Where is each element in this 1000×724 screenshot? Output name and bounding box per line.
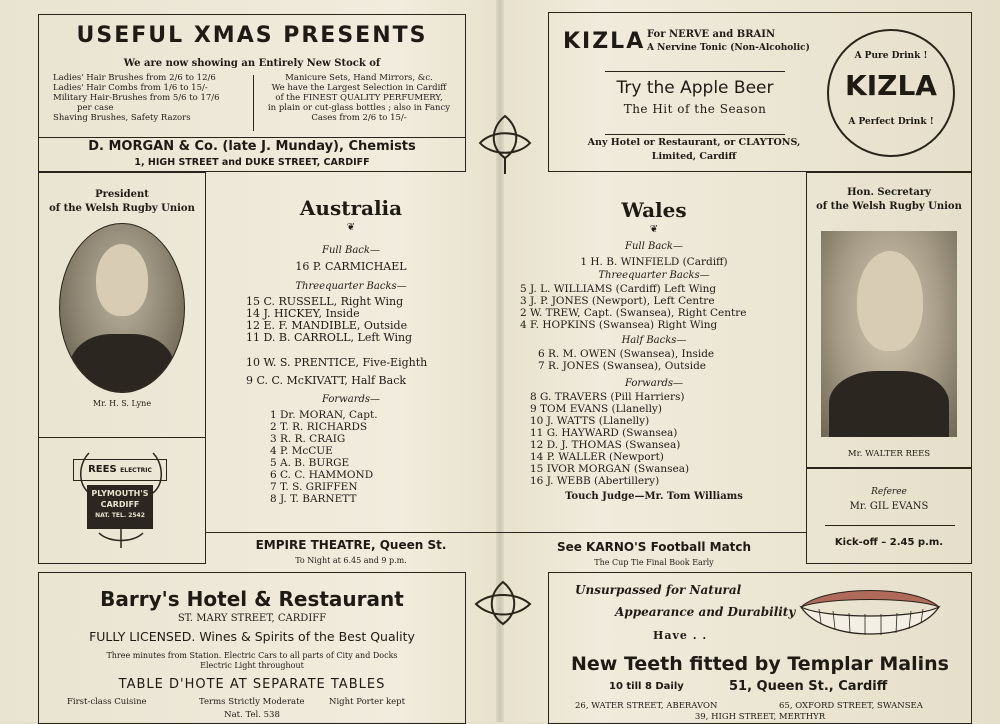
secretary-title: Hon. Secretary <box>847 187 931 198</box>
teeth-title: New Teeth fitted by Templar Malins <box>571 653 949 675</box>
wales-three-list <box>504 283 804 331</box>
apple-beer-box <box>605 71 785 135</box>
xmas-left-list <box>53 73 253 123</box>
kizla-hotel2: Limited, Cardiff <box>651 151 737 162</box>
kizla-brand: KIZLA <box>563 29 646 54</box>
xmas-left-line: per case <box>77 103 114 113</box>
wales-player: 5 J. L. WILLIAMS (Cardiff) Left Wing <box>520 283 717 295</box>
barrys-feature-cuisine: First-class Cuisine <box>67 697 147 707</box>
wales-halves-list <box>504 348 804 372</box>
teeth-branch2: 65, OXFORD STREET, SWANSEA <box>779 701 923 711</box>
australia-player: 14 J. HICKEY, Inside <box>246 307 360 320</box>
wales-player: 2 W. TREW, Capt. (Swansea), Right Centre <box>520 307 747 319</box>
karno-sub: The Cup Tie Final Book Early <box>594 558 714 567</box>
xmas-address: 1, HIGH STREET and DUKE STREET, CARDIFF <box>134 157 370 168</box>
wales-player: 10 J. WATTS (Llanelly) <box>530 415 650 427</box>
barrys-licensed: FULLY LICENSED. Wines & Spirits of the Best Quality <box>89 629 415 644</box>
australia-three-list <box>206 296 496 344</box>
australia-player: 1 Dr. MORAN, Capt. <box>270 409 378 421</box>
president-rule <box>39 437 205 438</box>
australia-player: 10 W. S. PRENTICE, Five-Eighth <box>246 356 428 369</box>
rees-emblem <box>69 443 173 553</box>
rees-ornament <box>69 443 173 553</box>
barrys-feature-terms: Terms Strictly Moderate <box>199 697 305 707</box>
apple-beer-line2: The Hit of the Season <box>623 102 767 116</box>
xmas-right-line: Manicure Sets, Hand Mirrors, &c. <box>285 73 433 83</box>
kizla-tag1: For NERVE and BRAIN <box>647 29 776 40</box>
secretary-head <box>857 251 923 351</box>
barrys-table: TABLE D'HOTE AT SEPARATE TABLES <box>118 677 386 692</box>
xmas-right-list <box>257 73 461 123</box>
australia-player: 3 R. R. CRAIG <box>270 433 346 445</box>
wales-player: 11 G. HAYWARD (Swansea) <box>530 427 678 439</box>
referee-panel <box>806 468 972 564</box>
wales-half-heading: Half Backs— <box>621 335 687 346</box>
barrys-feature-porter: Night Porter kept <box>329 697 405 707</box>
australia-team <box>206 172 496 532</box>
wales-player: 6 R. M. OWEN (Swansea), Inside <box>538 348 715 360</box>
touch-judge: Touch Judge—Mr. Tom Williams <box>565 491 743 502</box>
secretary-portrait <box>821 231 957 437</box>
empire-title: EMPIRE THEATRE, Queen St. <box>255 538 447 552</box>
rees-plymouth: PLYMOUTH'S <box>91 489 149 498</box>
kizla-advert <box>548 12 972 172</box>
xmas-left-line: Ladies' Hair Brushes from 2/6 to 12/6 <box>53 73 216 83</box>
wales-player: 9 TOM EVANS (Llanelly) <box>530 403 662 415</box>
xmas-left-line: Military Hair-Brushes from 5/6 to 17/6 <box>53 93 220 103</box>
kizla-tag2: A Nervine Tonic (Non-Alcoholic) <box>647 43 810 53</box>
australia-player: 7 T. S. GRIFFEN <box>270 481 358 493</box>
rees-cardiff: CARDIFF <box>100 500 140 509</box>
xmas-advert <box>38 14 466 172</box>
president-head <box>96 244 148 316</box>
teeth-have: Have . . <box>653 629 708 642</box>
rees-tel: NAT. TEL. 2542 <box>95 512 145 519</box>
australia-forwards-heading: Forwards— <box>321 394 381 405</box>
barrys-advert <box>38 572 466 724</box>
xmas-title: USEFUL XMAS PRESENTS <box>76 23 428 48</box>
dentures-illustration <box>795 583 945 647</box>
kizla-badge-brand: KIZLA <box>845 69 937 102</box>
president-title: President <box>95 189 149 200</box>
wales-fullback-heading: Full Back— <box>625 241 683 252</box>
australia-player: 9 C. C. McKIVATT, Half Back <box>246 374 407 387</box>
barrys-street: ST. MARY STREET, CARDIFF <box>177 613 327 624</box>
australia-player: 8 J. T. BARNETT <box>270 493 357 505</box>
teeth-branch3: 39, HIGH STREET, MERTHYR <box>694 712 826 722</box>
australia-player: 4 P. McCUE <box>270 445 333 457</box>
xmas-right-line: in plain or cut-glass bottles ; also in Fancy <box>267 103 451 113</box>
referee-name: Mr. GIL EVANS <box>849 501 929 512</box>
australia-forwards-list <box>206 409 496 505</box>
barrys-title: Barry's Hotel & Restaurant <box>100 587 404 611</box>
president-panel <box>38 172 206 564</box>
australia-player: 5 A. B. BURGE <box>270 457 350 469</box>
australia-player: 6 C. C. HAMMOND <box>270 469 374 481</box>
secretary-body <box>829 371 949 437</box>
australia-fullback-heading: Full Back— <box>322 245 380 256</box>
xmas-intro: We are now showing an Entirely New Stock of <box>123 58 381 69</box>
celtic-ornament-bottom <box>468 578 538 636</box>
teeth-line1: Unsurpassed for Natural <box>575 583 742 597</box>
australia-halves-list <box>206 354 496 390</box>
kizla-badge <box>827 29 955 157</box>
secretary-title2: of the Welsh Rugby Union <box>816 201 962 212</box>
referee-rule <box>825 525 955 526</box>
middle-strip-rule <box>206 532 806 533</box>
empire-times: To Night at 6.45 and 9 p.m. <box>295 556 407 565</box>
australia-ornament: ❦ <box>346 222 356 233</box>
kizla-badge-bottom: A Perfect Drink ! <box>848 117 934 127</box>
wales-three-heading: Threequarter Backs— <box>598 270 710 281</box>
barrys-info2: Electric Light throughout <box>200 661 304 670</box>
kickoff-time: Kick-off – 2.45 p.m. <box>834 537 944 548</box>
rees-text: REES <box>88 464 117 475</box>
president-title2: of the Welsh Rugby Union <box>49 203 195 214</box>
xmas-left-line: Shaving Brushes, Safety Razors <box>53 113 191 123</box>
teeth-line2: Appearance and Durability <box>615 605 796 619</box>
celtic-ornament-top <box>470 108 540 178</box>
xmas-right-line: Cases from 2/6 to 15/- <box>311 113 407 123</box>
teeth-branch1: 26, WATER STREET, ABERAVON <box>575 701 718 711</box>
rees-electric: ELECTRIC <box>120 467 152 474</box>
teeth-advert <box>548 572 972 724</box>
wales-player: 15 IVOR MORGAN (Swansea) <box>530 463 690 475</box>
wales-heading: Wales <box>621 198 687 222</box>
wales-player: 3 J. P. JONES (Newport), Left Centre <box>520 295 715 307</box>
barrys-info1: Three minutes from Station. Electric Cars to all parts of City and Docks <box>106 651 398 660</box>
xmas-right-line: of the FINEST QUALITY PERFUMERY, <box>275 93 443 103</box>
australia-fullback: 16 P. CARMICHAEL <box>295 260 407 273</box>
wales-fullback: 1 H. B. WINFIELD (Cardiff) <box>580 256 728 268</box>
australia-player: 2 T. R. RICHARDS <box>270 421 368 433</box>
xmas-right-line: We have the Largest Selection in Cardiff <box>271 83 447 93</box>
teeth-hours: 10 till 8 Daily <box>609 681 684 692</box>
xmas-firm: D. MORGAN & Co. (late J. Munday), Chemists <box>88 139 416 154</box>
australia-heading: Australia <box>299 196 403 220</box>
teeth-address: 51, Queen St., Cardiff <box>729 679 888 694</box>
wales-forwards-heading: Forwards— <box>624 378 684 389</box>
australia-player: 11 D. B. CARROLL, Left Wing <box>246 331 413 344</box>
australia-three-heading: Threequarter Backs— <box>295 281 407 292</box>
wales-player: 7 R. JONES (Swansea), Outside <box>538 360 707 372</box>
president-name: Mr. H. S. Lyne <box>92 399 152 408</box>
wales-player: 12 D. J. THOMAS (Swansea) <box>530 439 681 451</box>
xmas-divider <box>253 75 254 131</box>
wales-player: 8 G. TRAVERS (Pill Harriers) <box>530 391 685 403</box>
president-body <box>70 334 174 393</box>
apple-beer-line1: Try the Apple Beer <box>616 78 774 98</box>
kizla-badge-top: A Pure Drink ! <box>854 51 928 61</box>
australia-player: 15 C. RUSSELL, Right Wing <box>246 295 404 308</box>
president-portrait <box>59 223 185 393</box>
wales-forwards-list <box>504 391 804 487</box>
barrys-tel: Nat. Tel. 538 <box>224 710 280 720</box>
referee-label: Referee <box>871 487 907 497</box>
wales-ornament: ❦ <box>649 224 659 235</box>
xmas-left-line: Ladies' Hair Combs from 1/6 to 15/- <box>53 83 208 93</box>
secretary-name: Mr. WALTER REES <box>847 449 931 459</box>
xmas-rule <box>39 137 465 138</box>
australia-player: 12 E. F. MANDIBLE, Outside <box>246 319 408 332</box>
kizla-hotel1: Any Hotel or Restaurant, or CLAYTONS, <box>587 137 801 148</box>
wales-player: 16 J. WEBB (Abertillery) <box>530 475 660 487</box>
wales-player: 14 P. WALLER (Newport) <box>530 451 664 463</box>
wales-player: 4 F. HOPKINS (Swansea) Right Wing <box>520 319 718 331</box>
secretary-panel <box>806 172 972 468</box>
wales-team <box>504 172 804 532</box>
karno-title: See KARNO'S Football Match <box>556 540 752 554</box>
